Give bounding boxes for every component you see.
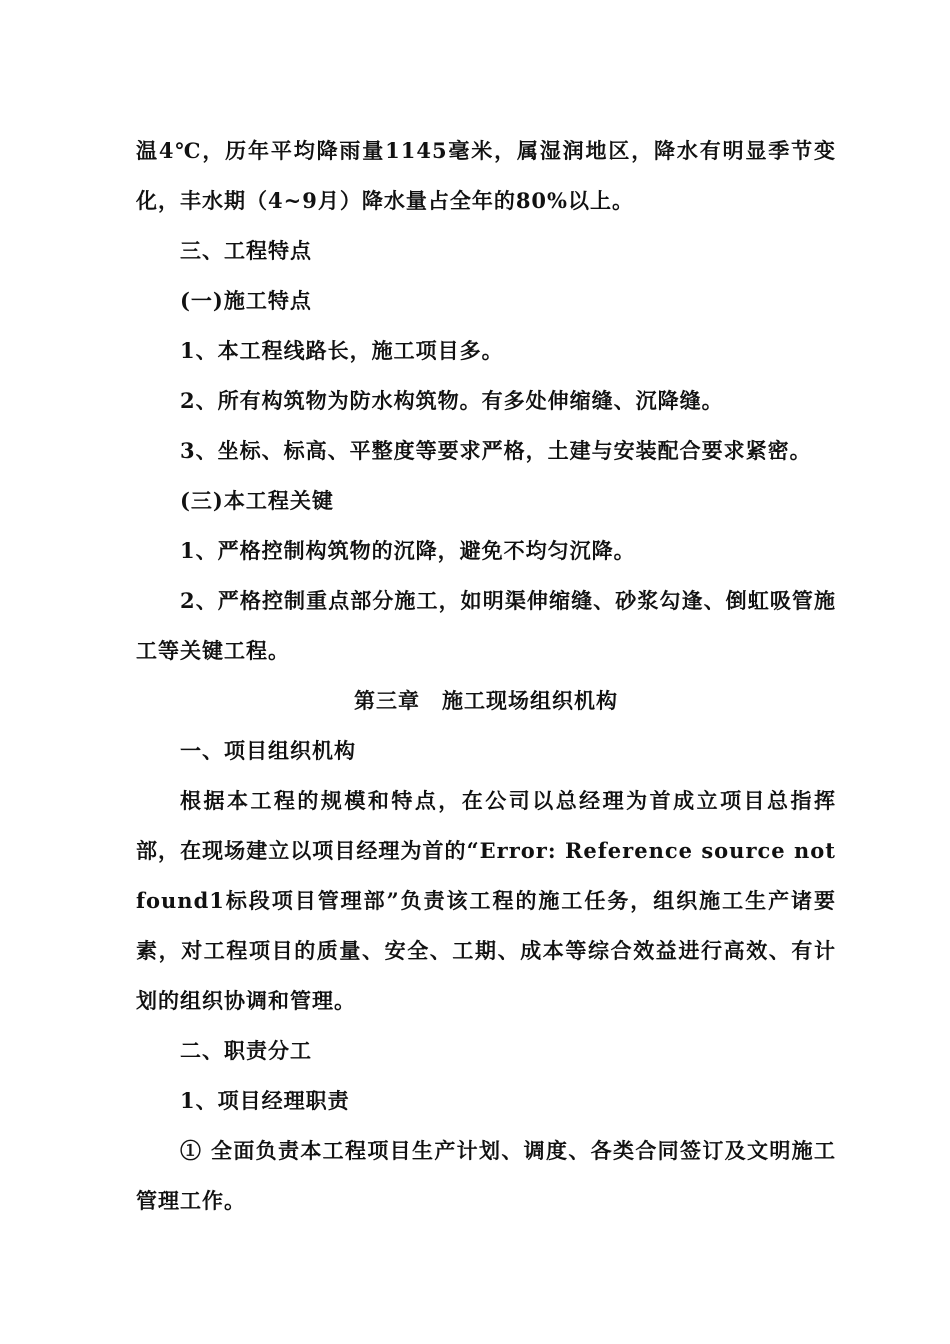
feature-item-2: 2、所有构筑物为防水构筑物。有多处伸缩缝、沉降缝。 bbox=[180, 388, 724, 413]
key-item-2: 2、严格控制重点部分施工，如明渠伸缩缝、砂浆勾逢、倒虹吸管施工等关键工程。 bbox=[136, 588, 836, 663]
organization-paragraph: 根据本工程的规模和特点，在公司以总经理为首成立项目总指挥部，在现场建立以项目经理为首的“Error: Reference source not found1标段项目管理部”负责该工程的施工任务，组织施工生产诸要素，对工程项目的质量、安全、工期、成本等综合效益进行高效、有计划的组织协调和管理。 bbox=[136, 788, 836, 1013]
project-manager-duty-item: ① 全面负责本工程项目生产计划、调度、各类合同签订及文明施工管理工作。 bbox=[136, 1138, 836, 1213]
climate-paragraph: 温4℃，历年平均降雨量1145毫米，属湿润地区，降水有明显季节变化，丰水期（4~9月）降水量占全年的80%以上。 bbox=[136, 138, 836, 213]
section-heading-responsibilities: 二、职责分工 bbox=[180, 1038, 312, 1063]
subsection-heading-key-points: (三)本工程关键 bbox=[180, 488, 334, 513]
feature-item-3: 3、坐标、标高、平整度等要求严格，土建与安装配合要求紧密。 bbox=[180, 438, 812, 463]
key-item-1: 1、严格控制构筑物的沉降，避免不均匀沉降。 bbox=[180, 538, 636, 563]
project-manager-duty-heading: 1、项目经理职责 bbox=[180, 1088, 350, 1113]
document-body bbox=[136, 126, 836, 1226]
section-heading-organization: 一、项目组织机构 bbox=[180, 738, 356, 763]
chapter-title: 第三章 施工现场组织机构 bbox=[354, 688, 618, 713]
section-heading-features: 三、工程特点 bbox=[180, 238, 312, 263]
subsection-heading-construction-features: (一)施工特点 bbox=[180, 288, 312, 313]
feature-item-1: 1、本工程线路长，施工项目多。 bbox=[180, 338, 504, 363]
